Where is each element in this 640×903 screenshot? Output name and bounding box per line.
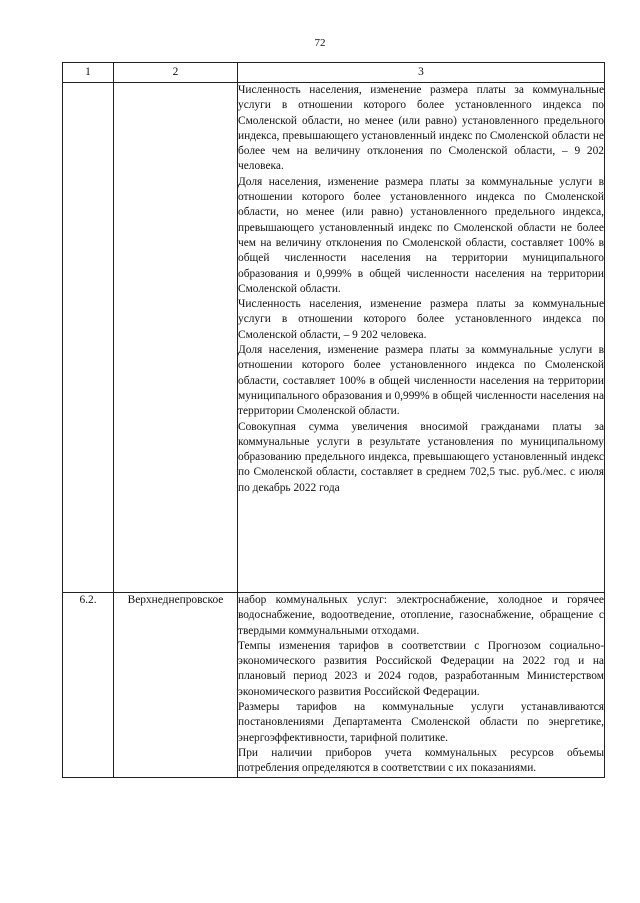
paragraph: При наличии приборов учета коммунальных ресурсов объемы потребления определяются в соответствии с их показаниями. xyxy=(238,746,604,775)
table-row xyxy=(63,83,605,593)
table-header-row xyxy=(63,63,605,83)
municipality-name: Верхнеднепровское xyxy=(114,593,238,778)
row-description xyxy=(238,83,605,593)
municipality-name xyxy=(114,83,238,593)
page-number: 72 xyxy=(314,37,326,49)
row-description xyxy=(238,593,605,778)
paragraph: Численность населения, изменение размера платы за коммунальные услуги в отношении которого более установленного индекса по Смоленской области, – 9 202 человека. xyxy=(238,298,604,341)
row-number xyxy=(63,83,114,593)
document-table xyxy=(62,62,605,778)
row-number: 6.2. xyxy=(63,593,114,778)
paragraph: Совокупная сумма увеличения вносимой гражданами платы за коммунальные услуги в результате установления по муниципальному образованию предельного индекса, превышающего установленный индекс по Смоленской области, составляет в среднем 702,5 тыс. руб./мес. с июля по декабрь 2022 года xyxy=(238,420,604,494)
header-col-2: 2 xyxy=(114,63,238,83)
paragraph: Размеры тарифов на коммунальные услуги устанавливаются постановлениями Департамента Смоленской области по энергетике, энергоэффективности, тарифной политике. xyxy=(238,701,604,744)
paragraph: набор коммунальных услуг: электроснабжение, холодное и горячее водоснабжение, водоотведение, отопление, газоснабжение, обращение с твердыми коммунальными отходами. xyxy=(238,594,604,637)
table-row xyxy=(63,593,605,778)
header-col-1: 1 xyxy=(63,63,114,83)
paragraph: Доля населения, изменение размера платы за коммунальные услуги в отношении которого более установленного индекса по Смоленской области, но менее (или равно) установленного предельного индекса, превышающего установленный индекс по Смоленской области не более чем на величину отклонения по Смоленской области, составляет 100% в общей численности населения на территории муниципального образования и 0,999% в общей численности населения на территории Смоленской области. xyxy=(238,175,604,295)
paragraph: Численность населения, изменение размера платы за коммунальные услуги в отношении которого более установленного индекса по Смоленской области, но менее (или равно) установленного предельного индекса, превышающего установленный индекс по Смоленской области не более чем на величину отклонения по Смоленской области, – 9 202 человека. xyxy=(238,84,604,173)
paragraph: Темпы изменения тарифов в соответствии с Прогнозом социально-экономического развития Российской Федерации на 2022 год и на плановый период 2023 и 2024 годов, разработанным Министерством экономического развития Российской Федерации. xyxy=(238,639,604,698)
header-col-3: 3 xyxy=(238,63,605,83)
paragraph: Доля населения, изменение размера платы за коммунальные услуги в отношении которого более установленного индекса по Смоленской области, составляет 100% в общей численности населения на территории муниципального образования и 0,999% в общей численности населения на территории Смоленской области. xyxy=(238,344,604,418)
